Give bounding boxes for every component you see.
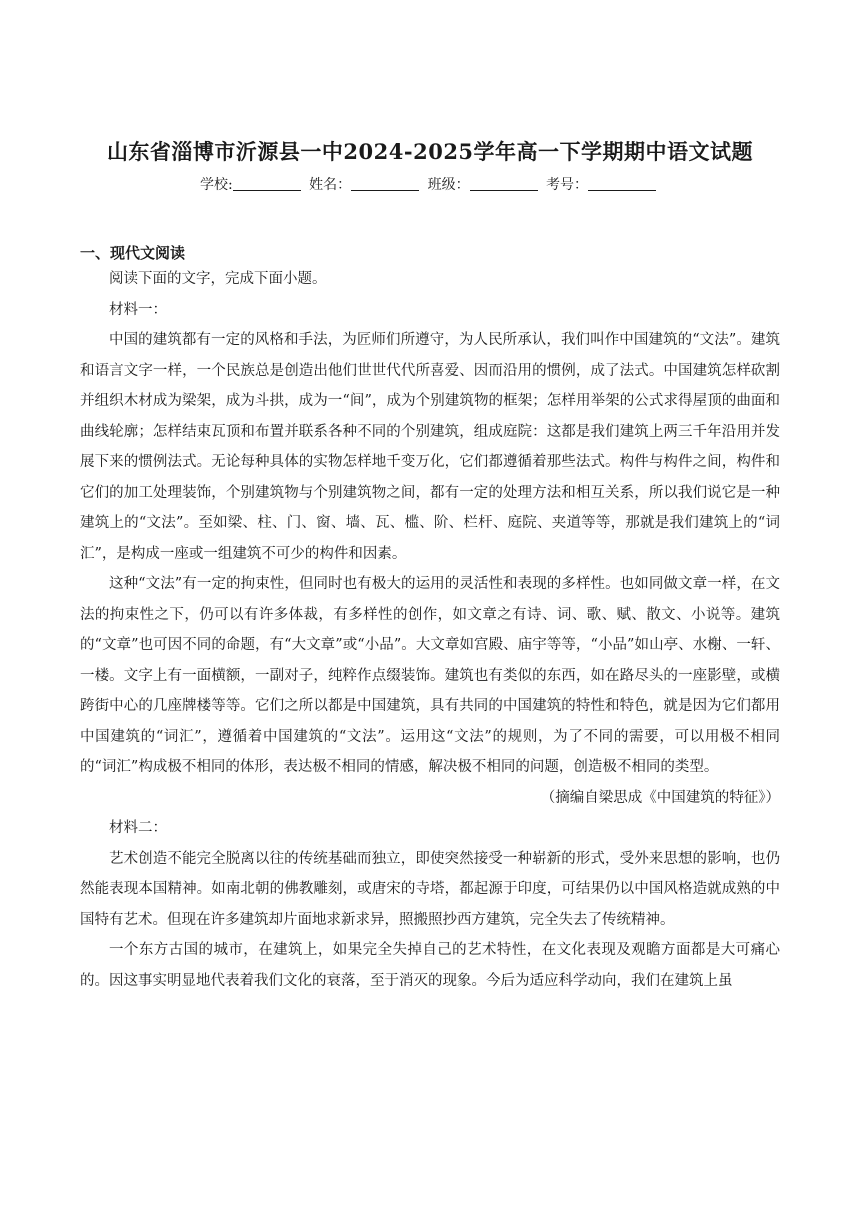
material-one-paragraph-2: 这种“文法”有一定的拘束性，但同时也有极大的运用的灵活性和表现的多样性。也如同做文章一样，在文法的拘束性之下，仍可以有许多体裁，有多样性的创作，如文章之有诗、词、歌、赋、散文、小说等。建筑的“文章”也可因不同的命题，有“大文章”或“小品”。大文章如宫殿、庙宇等等，“小品”如山亭、水榭、一轩、一楼。文字上有一面横额，一副对子，纯粹作点缀装饰。建筑也有类似的东西，如在路尽头的一座影壁，或横跨街中心的几座牌楼等等。它们之所以都是中国建筑，具有共同的中国建筑的特性和特色，就是因为它们都用中国建筑的“词汇”，遵循着中国建筑的“文法”。运用这“文法”的规则，为了不同的需要，可以用极不相同的“词汇”构成极不相同的体形，表达极不相同的情感，解决极不相同的问题，创造极不相同的类型。 — [80, 576, 780, 775]
student-info-line — [0, 174, 860, 194]
class-label: 班级： — [427, 177, 470, 193]
page-title: 山东省淄博市沂源县一中2024-2025学年高一下学期期中语文试题 — [106, 139, 754, 164]
instruction-paragraph: 阅读下面的文字，完成下面小题。 — [109, 271, 327, 287]
material-one-label: 材料一： — [109, 301, 167, 318]
number-blank — [588, 176, 656, 191]
material-two-paragraph-2: 一个东方古国的城市，在建筑上，如果完全失掉自己的艺术特性，在文化表现及观瞻方面都是大可痛心的。因这事实明显地代表着我们文化的衰落，至于消灭的现象。今后为适应科学动向，我们在建筑上虽 — [80, 942, 780, 989]
school-label: 学校: — [199, 177, 233, 193]
name-label: 姓名： — [309, 177, 352, 193]
reading-passage — [80, 264, 780, 996]
material-two-label: 材料二： — [109, 820, 167, 836]
school-blank — [233, 176, 301, 191]
material-two-paragraph-1: 艺术创造不能完全脱离以往的传统基础而独立，即使突然接受一种崭新的形式，受外来思想的影响，也仍然能表现本国精神。如南北朝的佛教雕刻，或唐宋的寺塔，都起源于印度，可结果仍以中国风格造就成熟的中国特有艺术。但现在许多建筑却片面地求新求异，照搬照抄西方建筑，完全失去了传统精神。 — [80, 850, 780, 928]
name-blank — [351, 176, 419, 191]
number-label: 考号： — [546, 177, 589, 193]
class-blank — [470, 176, 538, 191]
material-one-paragraph-1: 中国的建筑都有一定的风格和手法，为匠师们所遵守，为人民所承认，我们叫作中国建筑的“文法”。建筑和语言文字一样，一个民族总是创造出他们世世代代所喜爱、因而沿用的惯例，成了法式。中国建筑怎样砍割并组织木材成为梁架，成为斗拱，成为一“间”，成为个别建筑物的框架；怎样用举架的公式求得屋顶的曲面和曲线轮廓；怎样结束瓦顶和布置并联系各种不同的个别建筑，组成庭院：这都是我们建筑上两三千年沿用并发展下来的惯例法式。无论每种具体的实物怎样地千变万化，它们都遵循着那些法式。构件与构件之间，构件和它们的加工处理装饰，个别建筑物与个别建筑物之间，都有一定的处理方法和相互关系，所以我们说它是一种建筑上的“文法”。至如梁、柱、门、窗、墙、瓦、槛、阶、栏杆、庭院、夹道等等，那就是我们建筑上的“词汇”，是构成一座或一组建筑不可少的构件和因素。 — [80, 332, 780, 562]
section-heading: 一、现代文阅读 — [80, 244, 186, 262]
material-one-source: （摘编自梁思成《中国建筑的特征》） — [540, 789, 780, 806]
